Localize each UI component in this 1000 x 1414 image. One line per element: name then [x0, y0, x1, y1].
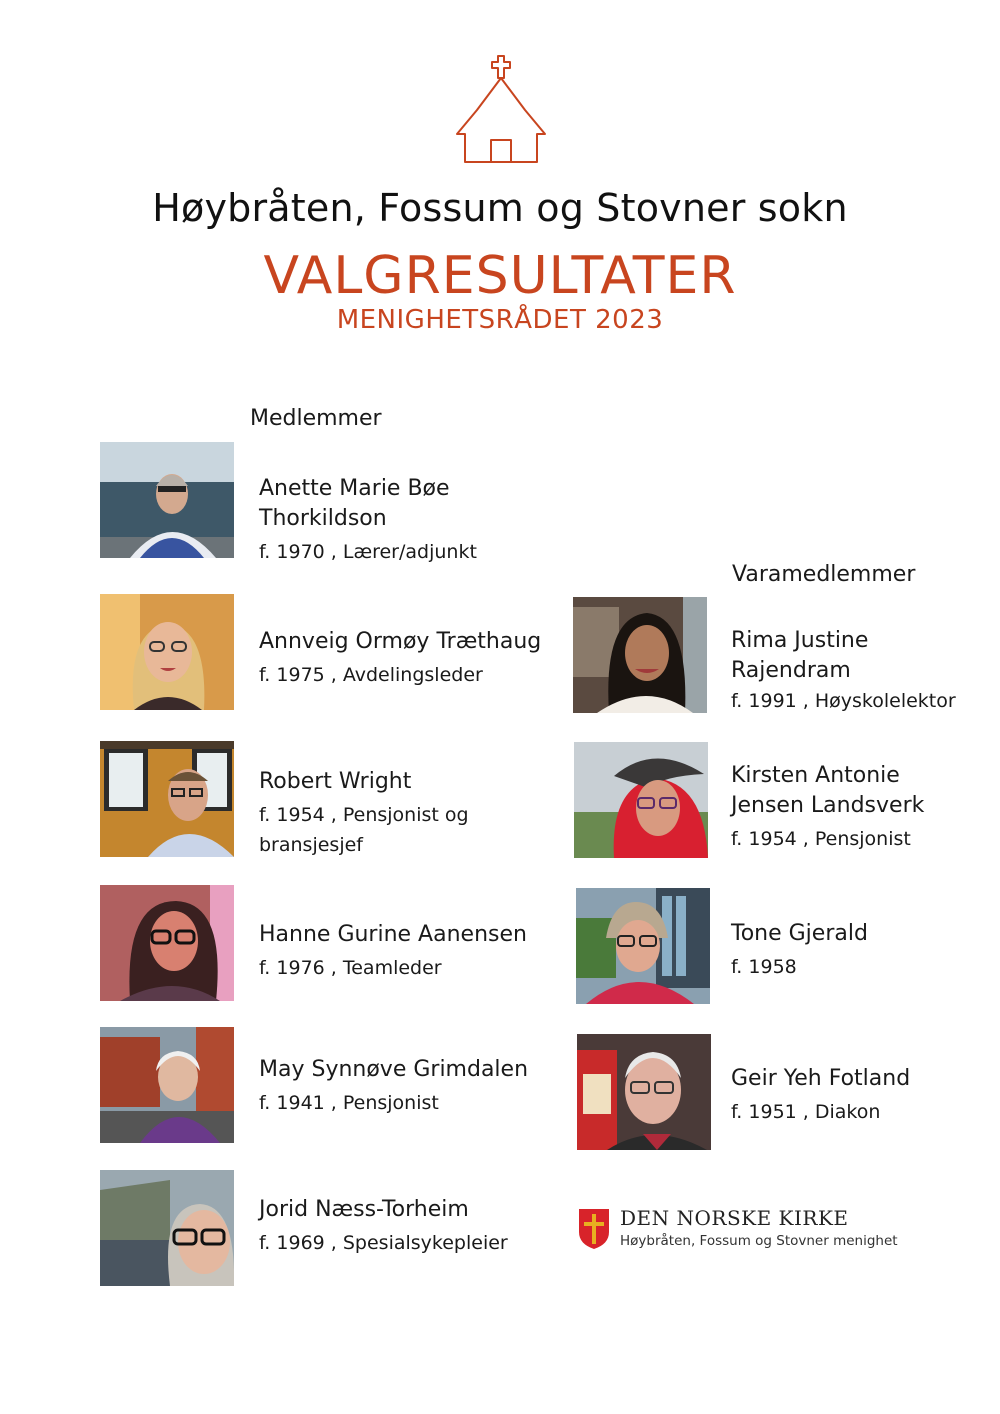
person-name: Anette Marie Bøe Thorkildson — [259, 476, 450, 531]
person-info: f. 1969 , Spesialsykepleier — [259, 1232, 508, 1254]
person-name: Tone Gjerald — [731, 921, 868, 946]
person-info: f. 1991 , Høyskolelektor — [731, 690, 956, 712]
page-title: VALGRESULTATER — [263, 246, 737, 306]
page-subtitle: MENIGHETSRÅDET 2023 — [336, 305, 664, 335]
person-name: Kirsten Antonie Jensen Landsverk — [731, 763, 925, 818]
person-name: Robert Wright — [259, 769, 412, 794]
person-info: f. 1976 , Teamleder — [259, 957, 442, 979]
member-entry — [259, 627, 549, 690]
person-info: f. 1970 , Lærer/adjunkt — [259, 541, 477, 563]
person-name: May Synnøve Grimdalen — [259, 1057, 529, 1082]
members-heading: Medlemmer — [250, 406, 382, 431]
person-info: f. 1941 , Pensjonist — [259, 1092, 439, 1114]
person-info: f. 1958 — [731, 956, 797, 978]
deputy-entry — [731, 1064, 971, 1127]
deputy-entry — [731, 919, 971, 982]
deputy-photo — [576, 888, 710, 1004]
member-photo — [100, 1027, 234, 1143]
member-photo — [100, 594, 234, 710]
person-name: Hanne Gurine Aanensen — [259, 922, 527, 947]
person-info: f. 1954 , Pensjonist — [731, 828, 911, 850]
person-info: f. 1975 , Avdelingsleder — [259, 664, 483, 686]
deputy-photo — [573, 597, 707, 713]
parish-title: Høybråten, Fossum og Stovner sokn — [152, 186, 848, 230]
member-photo — [100, 1170, 234, 1286]
person-name: Annveig Ormøy Træthaug — [259, 629, 542, 654]
person-info: f. 1951 , Diakon — [731, 1101, 881, 1123]
member-photo — [100, 741, 234, 857]
person-name: Jorid Næss-Torheim — [259, 1197, 469, 1222]
member-entry — [259, 920, 539, 983]
logo-subtitle: Høybråten, Fossum og Stovner menighet — [620, 1233, 898, 1249]
person-name: Rima Justine Rajendram — [731, 628, 869, 683]
member-entry — [259, 1195, 539, 1258]
member-photo — [100, 442, 234, 558]
deputy-photo — [574, 742, 708, 858]
deputy-photo — [577, 1034, 711, 1150]
shield-icon — [578, 1208, 610, 1250]
deputy-entry — [731, 761, 971, 854]
member-photo — [100, 885, 234, 1001]
member-entry — [259, 1055, 539, 1118]
church-logo — [578, 1206, 898, 1256]
church-icon — [455, 52, 547, 164]
deputies-heading: Varamedlemmer — [732, 562, 916, 587]
logo-name: DEN NORSKE KIRKE — [620, 1206, 849, 1230]
person-info: f. 1954 , Pensjonist og bransjesjef — [259, 804, 469, 856]
deputy-entry — [731, 626, 971, 716]
member-entry — [259, 767, 499, 860]
member-entry — [259, 474, 489, 567]
person-name: Geir Yeh Fotland — [731, 1066, 911, 1091]
